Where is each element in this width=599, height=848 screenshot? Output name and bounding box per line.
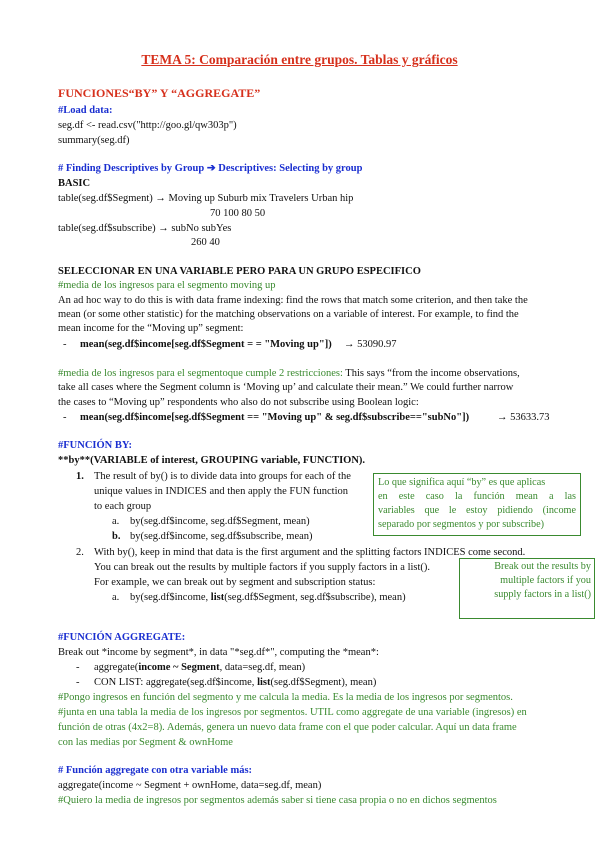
by-item-c-code-post: (seg.df$Segment, seg.df$subscribe), mean): [224, 592, 406, 603]
basic-label: BASIC: [58, 178, 91, 189]
table-segment-values: 70 100 80 50: [210, 208, 266, 219]
load-line-2: summary(seg.df): [58, 135, 130, 146]
aggregate-code-1: [94, 660, 305, 675]
funciones-heading: FUNCIONES“BY” Y “AGGREGATE”: [58, 86, 261, 100]
select-paragraph-4: take all cases where the Segment column is ‘Moving up’ and calculate their mean.” We could further narrow: [58, 382, 514, 393]
aggregate-comment-4: con las medias por Segment & ownHome: [58, 737, 233, 748]
select-comment-2-tail: This says “from the income observations,: [342, 368, 520, 379]
aggregate-2-heading: # Función aggregate con otra variable más:: [58, 765, 253, 776]
by-item-1-number: 1.: [76, 471, 84, 482]
by-item-2-number: 2.: [76, 547, 84, 558]
select-paragraph-2: mean (or some other statistic) for the matching observations on a variable of interest. For example, to find the: [58, 309, 519, 320]
aggregate-code-2: [94, 675, 376, 690]
code-mean-moving-up-result: → 53090.97: [344, 339, 397, 350]
by-item-c-code-list: list: [210, 592, 225, 603]
code-dash-2: -: [63, 412, 67, 423]
select-comment-2-line: [58, 366, 520, 381]
by-item-c-label: a.: [112, 592, 120, 603]
aggregate-code-1-formula: income ~ Segment: [138, 662, 220, 673]
aggregate-code-1-pre: aggregate(: [94, 662, 139, 673]
break-out-note-line-1: Break out the results by: [494, 561, 591, 572]
load-line-1: seg.df <- read.csv("http://goo.gl/qw303p"): [58, 120, 237, 131]
by-item-1-line-2: unique values in INDICES and then apply the FUN function: [94, 486, 348, 497]
aggregate-code-2-pre: CON LIST: aggregate(seg.df$income,: [94, 677, 258, 688]
select-heading: SELECCIONAR EN UNA VARIABLE PERO PARA UN GRUPO ESPECIFICO: [58, 266, 421, 277]
aggregate-heading: #FUNCIÓN AGGREGATE:: [58, 632, 186, 643]
code-dash-1: -: [63, 339, 67, 350]
by-item-c-code: [130, 590, 406, 605]
aggregate-line-1: Break out *income by segment*, in data "*seg.df*", computing the *mean*:: [58, 647, 379, 658]
select-comment-2: #media de los ingresos para el segmentoque cumple 2 restricciones:: [58, 368, 343, 379]
aggregate-dash-1: -: [76, 662, 80, 673]
aggregate-comment-3: función de otras (4x2=8). Además, genera un nuevo data frame con el que poder calcular. Aquí un data frame: [58, 722, 517, 733]
code-mean-moving-up-subno-result: → 53633.73: [497, 412, 550, 423]
by-note-line-2: en este caso la función mean a las: [378, 491, 576, 502]
aggregate-dash-2: -: [76, 677, 80, 688]
finding-heading: # Finding Descriptives by Group ➔ Descriptives: Selecting by group: [58, 163, 363, 174]
page-title: TEMA 5: Comparación entre grupos. Tablas y gráficos: [141, 52, 458, 67]
break-out-note-line-2: multiple factors if you: [500, 575, 591, 586]
by-item-2-line-3: For example, we can break out by segment and subscription status:: [94, 577, 376, 588]
by-item-1-line-1: The result of by() is to divide data into groups for each of the: [94, 471, 351, 482]
by-note-line-4: separado por segmentos y por subscribe): [378, 519, 545, 530]
aggregate-code-2-post: (seg.df$Segment), mean): [270, 677, 377, 688]
break-out-note-line-3: supply factors in a list(): [494, 589, 591, 600]
table-subscribe-values: 260 40: [191, 237, 220, 248]
by-note-box: [373, 473, 581, 536]
by-note-line-3: variables que le estoy pidiendo (income: [378, 505, 576, 516]
break-out-note-box: [459, 558, 595, 619]
code-mean-moving-up: mean(seg.df$income[seg.df$Segment = = "Moving up"]): [80, 339, 332, 350]
by-item-2-line-1: With by(), keep in mind that data is the first argument and the splitting factors INDICES come second.: [94, 547, 526, 558]
code-mean-moving-up-subno: mean(seg.df$income[seg.df$Segment == "Moving up" & seg.df$subscribe=="subNo"]): [80, 412, 470, 423]
by-item-c-code-pre: by(seg.df$income,: [130, 592, 211, 603]
table-segment-command: table(seg.df$Segment) → Moving up Suburb mix Travelers Urban hip: [58, 193, 354, 204]
by-item-a-code: by(seg.df$income, seg.df$Segment, mean): [130, 516, 310, 527]
aggregate-2-code: aggregate(income ~ Segment + ownHome, data=seg.df, mean): [58, 780, 322, 791]
by-item-a-label: a.: [112, 516, 120, 527]
load-heading: #Load data:: [58, 105, 113, 116]
by-item-b-label: b.: [112, 531, 121, 542]
select-comment-1: #media de los ingresos para el segmento moving up: [58, 280, 276, 291]
by-item-2-line-2: You can break out the results by multiple factors if you supply factors in a list().: [94, 562, 431, 573]
aggregate-code-1-post: , data=seg.df, mean): [219, 662, 306, 673]
aggregate-comment-1: #Pongo ingresos en función del segmento y me calcula la media. Es la media de los ingresos por segmentos.: [58, 692, 513, 703]
aggregate-code-2-list: list: [257, 677, 271, 688]
select-paragraph-1: An ad hoc way to do this is with data frame indexing: find the rows that match some criterion, and then take the: [58, 295, 528, 306]
aggregate-comment-2: #junta en una tabla la media de los ingresos por segmentos. UTIL como aggregate de una variable (ingresos) en: [58, 707, 527, 718]
select-paragraph-5: the cases to “Moving up” respondents who also do not subscribe using Boolean logic:: [58, 397, 419, 408]
table-subscribe-command: table(seg.df$subscribe) → subNo subYes: [58, 223, 232, 234]
select-paragraph-3: mean income for the “Moving up” segment:: [58, 323, 244, 334]
by-item-b-code: by(seg.df$income, seg.df$subscribe, mean): [130, 531, 313, 542]
by-item-1-line-3: to each group: [94, 501, 152, 512]
by-signature: **by**(VARIABLE of interest, GROUPING variable, FUNCTION).: [58, 455, 366, 466]
aggregate-2-comment: #Quiero la media de ingresos por segmentos además saber si tiene casa propia o no en dichos segmentos: [58, 795, 497, 806]
by-heading: #FUNCIÓN BY:: [58, 440, 132, 451]
by-note-line-1: Lo que significa aquí “by” es que aplicas: [378, 477, 546, 488]
